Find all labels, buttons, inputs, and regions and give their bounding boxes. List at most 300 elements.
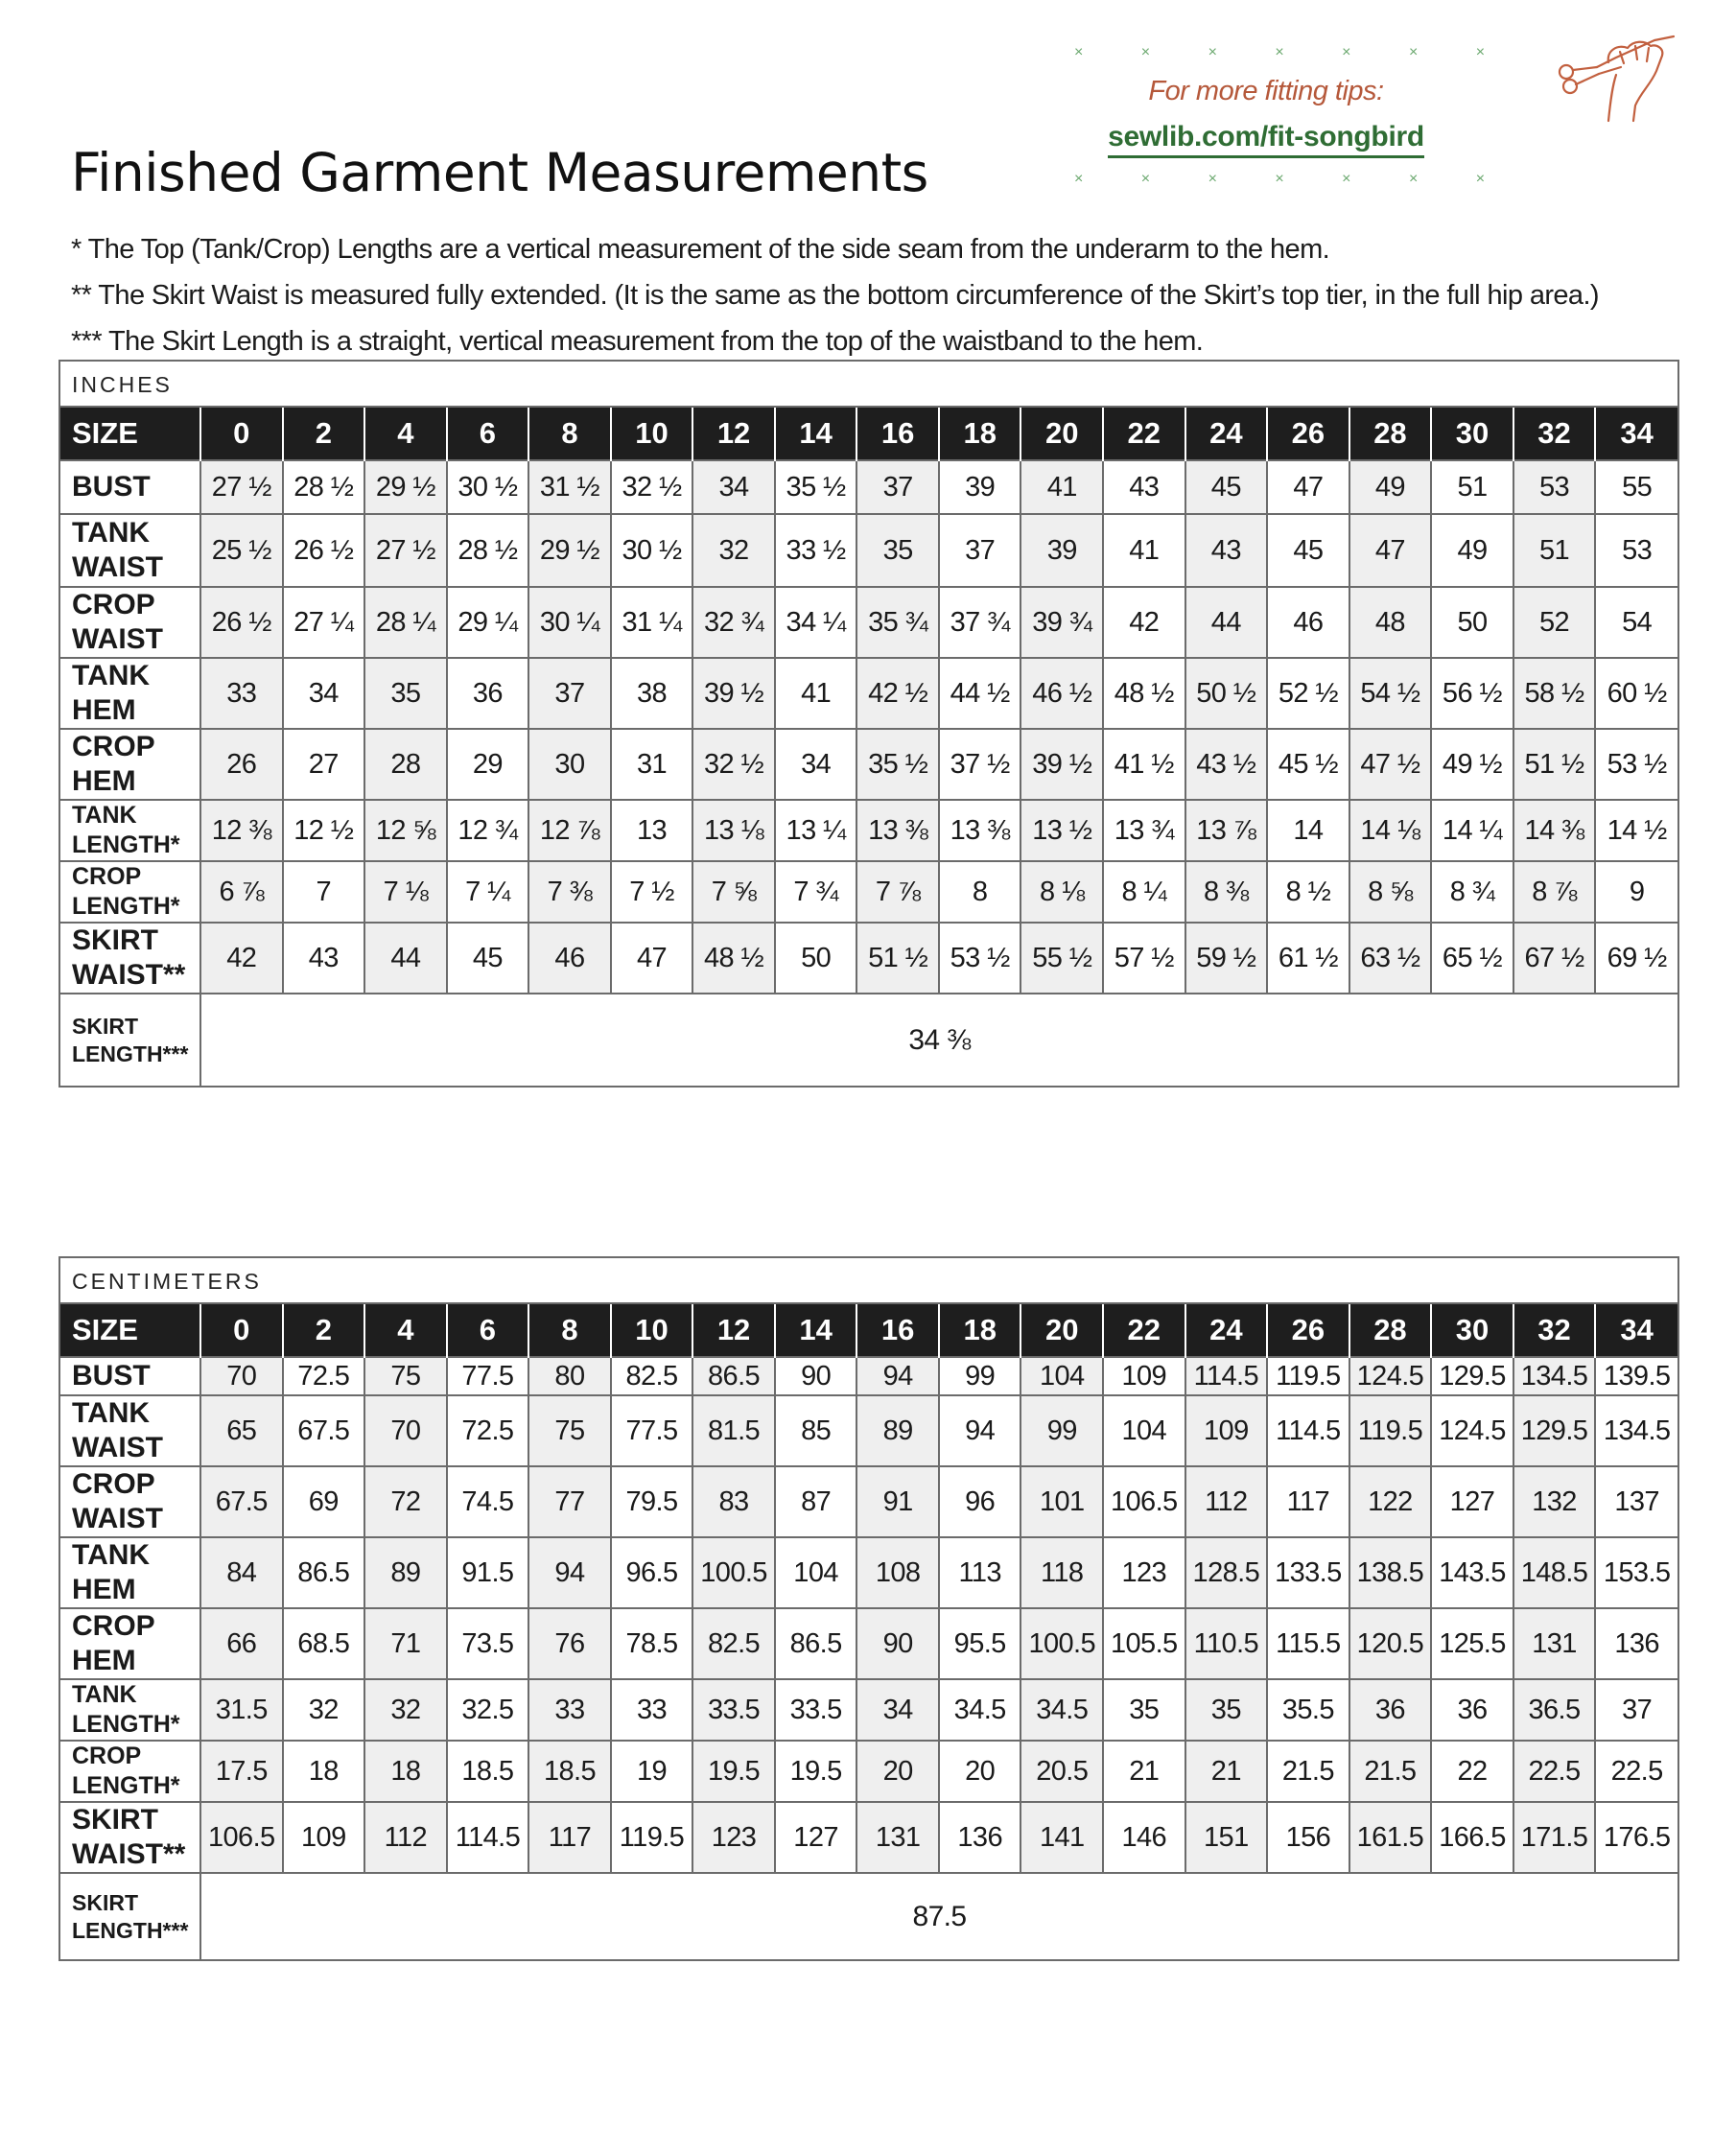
measurement-cell: 18.5 [528, 1741, 611, 1802]
measurement-cell: 51 [1513, 514, 1596, 587]
measurement-cell: 45 [1185, 460, 1268, 514]
measurement-cell: 20 [856, 1741, 939, 1802]
measurement-cell: 120.5 [1349, 1608, 1432, 1679]
measurement-cell: 42 ½ [856, 658, 939, 729]
measurement-cell: 100.5 [692, 1537, 775, 1608]
measurement-cell: 91 [856, 1466, 939, 1537]
skirt-length-row [60, 994, 1677, 1086]
measurement-cell: 14 ½ [1595, 800, 1677, 861]
measurement-cell: 37 [939, 514, 1021, 587]
measurement-cell: 32.5 [447, 1679, 529, 1741]
measurement-cell: 36 [1349, 1679, 1432, 1741]
note-skirt-waist: ** The Skirt Waist is measured fully extended. (It is the same as the bottom circumference of the Skirt’s top tier, in the full hip area.) [71, 280, 1599, 311]
measurement-cell: 89 [364, 1537, 447, 1608]
measurement-cell: 41 [775, 658, 857, 729]
size-header-cell: 12 [692, 408, 775, 460]
measurement-cell: 28 ¼ [364, 587, 447, 658]
measurement-cell: 35 [1185, 1679, 1268, 1741]
measurement-cell: 53 ½ [939, 923, 1021, 994]
row-label: SKIRT LENGTH*** [60, 1873, 200, 1959]
row-label: CROP WAIST [60, 587, 200, 658]
measurement-cell: 8 ⅜ [1185, 861, 1268, 923]
measurement-cell: 21 [1103, 1741, 1185, 1802]
measurement-cell: 51 ½ [856, 923, 939, 994]
measurement-cell: 51 ½ [1513, 729, 1596, 800]
measurement-cell: 101 [1020, 1466, 1103, 1537]
measurement-cell: 124.5 [1431, 1395, 1513, 1466]
row-label: CROP LENGTH* [60, 1741, 200, 1802]
measurement-cell: 63 ½ [1349, 923, 1432, 994]
measurement-cell: 143.5 [1431, 1537, 1513, 1608]
measurement-cell: 90 [775, 1357, 857, 1395]
measurement-cell: 60 ½ [1595, 658, 1677, 729]
size-header-cell: 22 [1103, 1304, 1185, 1357]
measurement-cell: 12 ½ [283, 800, 365, 861]
measurement-cell: 57 ½ [1103, 923, 1185, 994]
measurement-cell: 13 ⅜ [856, 800, 939, 861]
measurement-cell: 72.5 [283, 1357, 365, 1395]
measurement-cell: 66 [200, 1608, 283, 1679]
measurement-cell: 96 [939, 1466, 1021, 1537]
row-label: BUST [60, 460, 200, 514]
measurement-cell: 13 ⅛ [692, 800, 775, 861]
size-header-cell: 30 [1431, 1304, 1513, 1357]
measurement-cell: 67.5 [283, 1395, 365, 1466]
measurement-cell: 21.5 [1349, 1741, 1432, 1802]
measurement-cell: 87 [775, 1466, 857, 1537]
measurement-cell: 52 ½ [1267, 658, 1349, 729]
measurement-cell: 31 [611, 729, 693, 800]
measurement-cell: 17.5 [200, 1741, 283, 1802]
measurement-cell: 75 [528, 1395, 611, 1466]
measurement-cell: 31 ¼ [611, 587, 693, 658]
measurement-cell: 94 [856, 1357, 939, 1395]
measurement-cell: 166.5 [1431, 1802, 1513, 1873]
measurement-cell: 20 [939, 1741, 1021, 1802]
table-row [60, 587, 1677, 658]
measurement-cell: 105.5 [1103, 1608, 1185, 1679]
measurement-cell: 69 [283, 1466, 365, 1537]
measurement-cell: 8 ⅞ [1513, 861, 1596, 923]
measurement-cell: 22 [1431, 1741, 1513, 1802]
table-row [60, 1679, 1677, 1741]
measurement-cell: 22.5 [1595, 1741, 1677, 1802]
measurement-cell: 48 ½ [692, 923, 775, 994]
size-header-cell: 34 [1595, 1304, 1677, 1357]
size-header-cell: 10 [611, 1304, 693, 1357]
measurement-cell: 47 [1267, 460, 1349, 514]
measurement-cell: 8 ⅝ [1349, 861, 1432, 923]
measurement-cell: 6 ⅞ [200, 861, 283, 923]
measurement-cell: 30 ¼ [528, 587, 611, 658]
measurement-cell: 47 [1349, 514, 1432, 587]
measurement-cell: 136 [1595, 1608, 1677, 1679]
measurement-cell: 83 [692, 1466, 775, 1537]
measurement-cell: 42 [1103, 587, 1185, 658]
row-label: CROP HEM [60, 1608, 200, 1679]
measurement-cell: 7 ¾ [775, 861, 857, 923]
measurement-cell: 8 ⅛ [1020, 861, 1103, 923]
size-header-cell: 20 [1020, 1304, 1103, 1357]
measurement-cell: 39 [939, 460, 1021, 514]
measurement-cell: 13 ¾ [1103, 800, 1185, 861]
measurement-cell: 31.5 [200, 1679, 283, 1741]
measurement-cell: 54 ½ [1349, 658, 1432, 729]
measurement-cell: 34 ¼ [775, 587, 857, 658]
measurement-cell: 123 [692, 1802, 775, 1873]
measurement-cell: 43 [283, 923, 365, 994]
size-header-cell: 12 [692, 1304, 775, 1357]
page-title: Finished Garment Measurements [71, 142, 928, 203]
size-header-cell: 0 [200, 408, 283, 460]
measurement-cell: 27 ½ [364, 514, 447, 587]
measurement-cell: 119.5 [611, 1802, 693, 1873]
measurement-cell: 21.5 [1267, 1741, 1349, 1802]
measurement-notes [71, 226, 1682, 364]
measurement-cell: 41 ½ [1103, 729, 1185, 800]
size-header-cell: 24 [1185, 1304, 1268, 1357]
measurement-cell: 106.5 [200, 1802, 283, 1873]
measurement-cell: 58 ½ [1513, 658, 1596, 729]
measurement-cell: 14 [1267, 800, 1349, 861]
measurement-cell: 22.5 [1513, 1741, 1596, 1802]
measurement-cell: 77 [528, 1466, 611, 1537]
measurement-cell: 50 [1431, 587, 1513, 658]
measurement-cell: 78.5 [611, 1608, 693, 1679]
measurement-cell: 33 [611, 1679, 693, 1741]
measurement-cell: 34.5 [1020, 1679, 1103, 1741]
measurement-cell: 68.5 [283, 1608, 365, 1679]
measurement-cell: 43 [1185, 514, 1268, 587]
measurement-cell: 47 [611, 923, 693, 994]
measurement-cell: 33 [200, 658, 283, 729]
measurement-cell: 8 [939, 861, 1021, 923]
size-header-cell: 8 [528, 1304, 611, 1357]
centimeters-unit-label: CENTIMETERS [60, 1258, 1677, 1304]
measurement-cell: 35 ½ [775, 460, 857, 514]
measurement-cell: 28 ½ [447, 514, 529, 587]
measurement-cell: 72 [364, 1466, 447, 1537]
measurement-cell: 33 ½ [775, 514, 857, 587]
measurement-cell: 49 [1431, 514, 1513, 587]
measurement-cell: 129.5 [1513, 1395, 1596, 1466]
measurement-cell: 8 ¾ [1431, 861, 1513, 923]
size-header-cell: 4 [364, 408, 447, 460]
measurement-cell: 9 [1595, 861, 1677, 923]
measurement-cell: 51 [1431, 460, 1513, 514]
table-row [60, 460, 1677, 514]
measurement-cell: 27 [283, 729, 365, 800]
measurement-cell: 37 ½ [939, 729, 1021, 800]
measurement-cell: 13 [611, 800, 693, 861]
measurement-cell: 85 [775, 1395, 857, 1466]
measurement-cell: 131 [1513, 1608, 1596, 1679]
measurement-cell: 125.5 [1431, 1608, 1513, 1679]
centimeters-table [60, 1304, 1677, 1959]
measurement-cell: 21 [1185, 1741, 1268, 1802]
measurement-cell: 35 [856, 514, 939, 587]
table-row [60, 923, 1677, 994]
measurement-cell: 49 ½ [1431, 729, 1513, 800]
table-row [60, 514, 1677, 587]
measurement-cell: 7 ⅜ [528, 861, 611, 923]
row-label: BUST [60, 1357, 200, 1395]
measurement-cell: 25 ½ [200, 514, 283, 587]
measurement-cell: 131 [856, 1802, 939, 1873]
measurement-cell: 41 [1103, 514, 1185, 587]
measurement-cell: 112 [364, 1802, 447, 1873]
measurement-cell: 32 [364, 1679, 447, 1741]
measurement-cell: 115.5 [1267, 1608, 1349, 1679]
size-header-cell: 2 [283, 408, 365, 460]
measurement-cell: 127 [1431, 1466, 1513, 1537]
measurement-cell: 12 ⅝ [364, 800, 447, 861]
measurement-cell: 137 [1595, 1466, 1677, 1537]
measurement-cell: 110.5 [1185, 1608, 1268, 1679]
measurement-cell: 46 [1267, 587, 1349, 658]
measurement-cell: 7 [283, 861, 365, 923]
measurement-cell: 8 ¼ [1103, 861, 1185, 923]
size-header-cell: 0 [200, 1304, 283, 1357]
measurement-cell: 171.5 [1513, 1802, 1596, 1873]
measurement-cell: 52 [1513, 587, 1596, 658]
measurement-cell: 12 ⅞ [528, 800, 611, 861]
measurement-cell: 59 ½ [1185, 923, 1268, 994]
skirt-length-row [60, 1873, 1677, 1959]
measurement-cell: 108 [856, 1537, 939, 1608]
table-row [60, 1537, 1677, 1608]
measurement-cell: 34 [856, 1679, 939, 1741]
measurement-cell: 48 [1349, 587, 1432, 658]
measurement-cell: 42 [200, 923, 283, 994]
measurement-cell: 26 ½ [283, 514, 365, 587]
size-header-cell: 2 [283, 1304, 365, 1357]
measurement-cell: 29 ½ [528, 514, 611, 587]
measurement-cell: 156 [1267, 1802, 1349, 1873]
measurement-cell: 45 [447, 923, 529, 994]
measurement-cell: 41 [1020, 460, 1103, 514]
size-header-cell: 16 [856, 408, 939, 460]
measurement-cell: 54 [1595, 587, 1677, 658]
table-row [60, 729, 1677, 800]
measurement-cell: 38 [611, 658, 693, 729]
centimeters-table-section [59, 1256, 1679, 1961]
measurement-cell: 176.5 [1595, 1802, 1677, 1873]
row-label: TANK LENGTH* [60, 800, 200, 861]
measurement-cell: 114.5 [447, 1802, 529, 1873]
measurement-cell: 49 [1349, 460, 1432, 514]
measurement-cell: 73.5 [447, 1608, 529, 1679]
measurement-cell: 53 [1595, 514, 1677, 587]
note-top-length: * The Top (Tank/Crop) Lengths are a vertical measurement of the side seam from the underarm to the hem. [71, 234, 1330, 265]
table-row [60, 1357, 1677, 1395]
measurement-cell: 13 ¼ [775, 800, 857, 861]
measurement-cell: 44 [364, 923, 447, 994]
size-header-cell: 14 [775, 1304, 857, 1357]
measurement-cell: 100.5 [1020, 1608, 1103, 1679]
measurement-cell: 99 [939, 1357, 1021, 1395]
measurement-cell: 35 [364, 658, 447, 729]
measurement-cell: 104 [1103, 1395, 1185, 1466]
measurement-cell: 56 ½ [1431, 658, 1513, 729]
table-row [60, 1802, 1677, 1873]
size-header-cell: 22 [1103, 408, 1185, 460]
row-label: CROP LENGTH* [60, 861, 200, 923]
measurement-cell: 34 [692, 460, 775, 514]
row-label: SKIRT WAIST** [60, 923, 200, 994]
measurement-cell: 26 ½ [200, 587, 283, 658]
measurement-cell: 14 ¼ [1431, 800, 1513, 861]
measurement-cell: 106.5 [1103, 1466, 1185, 1537]
measurement-cell: 28 ½ [283, 460, 365, 514]
measurement-cell: 99 [1020, 1395, 1103, 1466]
size-header-cell: 8 [528, 408, 611, 460]
table-row [60, 800, 1677, 861]
measurement-cell: 34.5 [939, 1679, 1021, 1741]
measurement-cell: 33 [528, 1679, 611, 1741]
measurement-cell: 109 [1103, 1357, 1185, 1395]
size-header-cell: 28 [1349, 1304, 1432, 1357]
measurement-cell: 14 ⅜ [1513, 800, 1596, 861]
measurement-cell: 7 ⅛ [364, 861, 447, 923]
measurement-cell: 113 [939, 1537, 1021, 1608]
measurement-cell: 32 [692, 514, 775, 587]
measurement-cell: 39 [1020, 514, 1103, 587]
measurement-cell: 82.5 [692, 1608, 775, 1679]
measurement-cell: 114.5 [1267, 1395, 1349, 1466]
skirt-length-value: 34 ⅜ [200, 994, 1677, 1086]
measurement-cell: 30 ½ [447, 460, 529, 514]
measurement-cell: 86.5 [283, 1537, 365, 1608]
measurement-cell: 26 [200, 729, 283, 800]
measurement-cell: 96.5 [611, 1537, 693, 1608]
measurement-cell: 112 [1185, 1466, 1268, 1537]
measurement-cell: 39 ¾ [1020, 587, 1103, 658]
measurement-cell: 81.5 [692, 1395, 775, 1466]
measurement-cell: 94 [528, 1537, 611, 1608]
measurement-cell: 45 ½ [1267, 729, 1349, 800]
measurement-cell: 104 [775, 1537, 857, 1608]
measurement-cell: 29 [447, 729, 529, 800]
size-header-cell: 30 [1431, 408, 1513, 460]
table-row [60, 861, 1677, 923]
size-header-cell: 32 [1513, 1304, 1596, 1357]
measurement-cell: 20.5 [1020, 1741, 1103, 1802]
measurement-cell: 119.5 [1267, 1357, 1349, 1395]
size-header-cell: 16 [856, 1304, 939, 1357]
measurement-cell: 122 [1349, 1466, 1432, 1537]
measurement-cell: 18 [364, 1741, 447, 1802]
measurement-cell: 53 [1513, 460, 1596, 514]
measurement-cell: 70 [364, 1395, 447, 1466]
measurement-cell: 19 [611, 1741, 693, 1802]
measurement-cell: 37 [1595, 1679, 1677, 1741]
size-header-label: SIZE [60, 1304, 200, 1357]
measurement-cell: 117 [528, 1802, 611, 1873]
measurement-cell: 136 [939, 1802, 1021, 1873]
measurement-cell: 27 ¼ [283, 587, 365, 658]
measurement-cell: 44 [1185, 587, 1268, 658]
measurement-cell: 48 ½ [1103, 658, 1185, 729]
measurement-cell: 53 ½ [1595, 729, 1677, 800]
measurement-cell: 134.5 [1513, 1357, 1596, 1395]
measurement-cell: 67.5 [200, 1466, 283, 1537]
measurement-cell: 12 ⅜ [200, 800, 283, 861]
measurement-cell: 134.5 [1595, 1395, 1677, 1466]
note-skirt-length: *** The Skirt Length is a straight, vertical measurement from the top of the waistband to the hem. [71, 326, 1204, 357]
measurement-cell: 35.5 [1267, 1679, 1349, 1741]
hand-holding-scissors-icon [1549, 29, 1693, 125]
measurement-cell: 72.5 [447, 1395, 529, 1466]
measurement-cell: 28 [364, 729, 447, 800]
measurement-cell: 39 ½ [692, 658, 775, 729]
measurement-cell: 32 ¾ [692, 587, 775, 658]
size-header-cell: 6 [447, 1304, 529, 1357]
measurement-cell: 94 [939, 1395, 1021, 1466]
measurement-cell: 18 [283, 1741, 365, 1802]
size-header-cell: 14 [775, 408, 857, 460]
measurement-cell: 76 [528, 1608, 611, 1679]
measurement-cell: 27 ½ [200, 460, 283, 514]
measurement-cell: 124.5 [1349, 1357, 1432, 1395]
cross-stitch-decoration-bottom: × × × × × × × [1074, 171, 1513, 187]
measurement-cell: 91.5 [447, 1537, 529, 1608]
measurement-cell: 35 ½ [856, 729, 939, 800]
measurement-cell: 36 [447, 658, 529, 729]
inches-table [60, 408, 1677, 1086]
measurement-cell: 36.5 [1513, 1679, 1596, 1741]
measurement-cell: 75 [364, 1357, 447, 1395]
measurement-cell: 77.5 [447, 1357, 529, 1395]
measurement-cell: 74.5 [447, 1466, 529, 1537]
size-header-cell: 28 [1349, 408, 1432, 460]
measurement-cell: 34 [775, 729, 857, 800]
table-row [60, 1608, 1677, 1679]
measurement-cell: 32 ½ [692, 729, 775, 800]
measurement-cell: 46 ½ [1020, 658, 1103, 729]
measurement-cell: 118 [1020, 1537, 1103, 1608]
size-header-cell: 26 [1267, 1304, 1349, 1357]
row-label: TANK LENGTH* [60, 1679, 200, 1741]
row-label: SKIRT LENGTH*** [60, 994, 200, 1086]
measurement-cell: 19.5 [692, 1741, 775, 1802]
measurement-cell: 71 [364, 1608, 447, 1679]
fitting-tips-link[interactable]: sewlib.com/fit-songbird [1108, 121, 1424, 158]
measurement-cell: 67 ½ [1513, 923, 1596, 994]
measurement-cell: 123 [1103, 1537, 1185, 1608]
measurement-cell: 12 ¾ [447, 800, 529, 861]
fitting-tips-text: For more fitting tips: [1148, 76, 1384, 106]
inches-unit-label: INCHES [60, 362, 1677, 408]
measurement-cell: 18.5 [447, 1741, 529, 1802]
size-header-cell: 32 [1513, 408, 1596, 460]
measurement-cell: 55 [1595, 460, 1677, 514]
measurement-cell: 37 [528, 658, 611, 729]
measurement-cell: 44 ½ [939, 658, 1021, 729]
size-header-cell: 10 [611, 408, 693, 460]
measurement-cell: 153.5 [1595, 1537, 1677, 1608]
measurement-cell: 8 ½ [1267, 861, 1349, 923]
measurement-cell: 119.5 [1349, 1395, 1432, 1466]
measurement-cell: 133.5 [1267, 1537, 1349, 1608]
measurement-cell: 89 [856, 1395, 939, 1466]
measurement-cell: 109 [1185, 1395, 1268, 1466]
measurement-cell: 13 ½ [1020, 800, 1103, 861]
table-row [60, 658, 1677, 729]
measurement-cell: 70 [200, 1357, 283, 1395]
size-header-cell: 24 [1185, 408, 1268, 460]
measurement-cell: 50 ½ [1185, 658, 1268, 729]
